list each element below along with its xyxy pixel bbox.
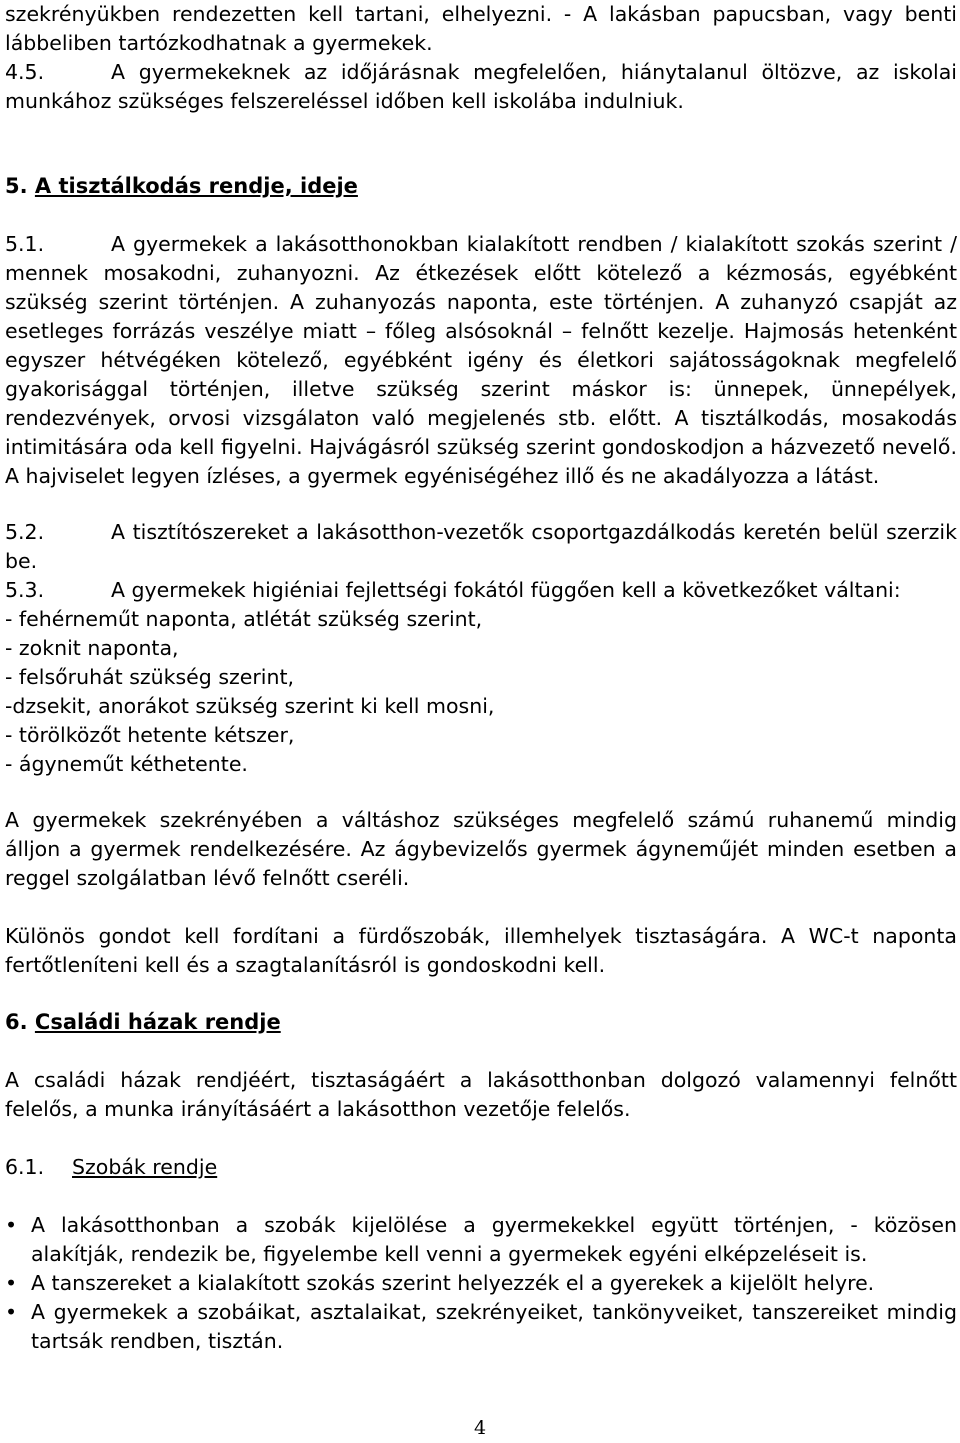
list-item: - ágyneműt kéthetente.: [5, 752, 248, 776]
bullet-text: A lakásotthonban a szobák kijelölése a gyermekekkel együtt történjen, - közösen alakítják, rendezik be, figyelembe kell venni a gyermekek egyéni elképzeléseit is.: [31, 1213, 957, 1266]
list-item: - törölközőt hetente kétszer,: [5, 723, 295, 747]
bullet-icon: •: [5, 1271, 18, 1295]
page-number: 4: [473, 1417, 487, 1439]
section-6-heading: [5, 1008, 281, 1037]
item-text: A gyermekek higiéniai fejlettségi fokától függően kell a következőket váltani:: [111, 578, 901, 602]
item-number: 5.1.: [5, 232, 45, 256]
list-item: -dzsekit, anorákot szükség szerint ki kell mosni,: [5, 694, 495, 718]
item-text: A gyermekeknek az időjárásnak megfelelően, hiánytalanul öltözve, az iskolai munkához szükséges felszereléssel időben kell iskolába indulniuk.: [5, 60, 957, 113]
item-5-2: [5, 518, 957, 576]
item-4-5: [5, 58, 957, 116]
list-item: - zoknit naponta,: [5, 636, 179, 660]
paragraph-bathroom: Különös gondot kell fordítani a fürdőszobák, illemhelyek tisztaságára. A WC-t naponta fertőtleníteni kell és a szagtalanításról is gondoskodni kell.: [5, 924, 957, 977]
item-number: 5.3.: [5, 578, 45, 602]
list-item: - felsőruhát szükség szerint,: [5, 665, 295, 689]
item-5-1: [5, 230, 957, 491]
bullet-icon: •: [5, 1213, 18, 1237]
list-item: - fehérneműt naponta, atlétát szükség szerint,: [5, 607, 483, 631]
paragraph-wardrobe: A gyermekek szekrényében a váltáshoz szükséges megfelelő számú ruhanemű mindig álljon a gyermek rendelkezésére. Az ágybevizelős gyermek ágyneműjét minden esetben a reggel szolgálatban lévő felnőtt cseréli.: [5, 808, 957, 890]
section-title: A tisztálkodás rendje, ideje: [34, 174, 358, 198]
paragraph-houses: A családi házak rendjéért, tisztaságáért a lakásotthonban dolgozó valamennyi felnőtt felelős, a munka irányításáért a lakásotthon vezetője felelős.: [5, 1068, 957, 1121]
item-text: A tisztítószereket a lakásotthon-vezetők csoportgazdálkodás keretén belül szerzik be.: [5, 520, 957, 573]
bullet-text: A tanszereket a kialakított szokás szerint helyezzék el a gyerekek a kijelölt helyre.: [31, 1271, 875, 1295]
section-5-heading: [5, 172, 358, 201]
section-title: Családi házak rendje: [34, 1010, 281, 1034]
item-text: A gyermekek a lakásotthonokban kialakított rendben / kialakított szokás szerint / mennek mosakodni, zuhanyozni. Az étkezések előtt kötelező a kézmosás, egyébként szükség szerint történjen. A zuhanyozás naponta, este történjen. A zuhanyzó csapját az esetleges forrázás veszélye miatt – főleg alsósoknál – felnőtt kezelje. Hajmosás hetenként egyszer hétvégéken kötelező, egyébként igény és életkori sajátosságoknak megfelelő gyakorisággal történjen, illetve szükség szerint máskor is: ünnepek, ünnepélyek, rendezvények, orvosi vizsgálaton való megjelenés stb. előtt. A tisztálkodás, mosakodás intimitására oda kell figyelni. Hajvágásról szükség szerint gondoskodjon a házvezető nevelő. A hajviselet legyen ízléses, a gyermek egyéniségéhez illő és ne akadályozza a látást.: [5, 232, 957, 488]
item-number: 4.5.: [5, 60, 45, 84]
subsection-number: 6.1.: [5, 1155, 45, 1179]
item-5-3: [5, 576, 957, 605]
section-number: 5.: [5, 174, 28, 198]
subsection-6-1-heading: [5, 1153, 217, 1182]
section-number: 6.: [5, 1010, 28, 1034]
bullet-text: A gyermekek a szobáikat, asztalaikat, szekrényeiket, tankönyveiket, tanszereiket mindig tartsák rendben, tisztán.: [31, 1300, 957, 1353]
bullet-icon: •: [5, 1300, 18, 1324]
item-number: 5.2.: [5, 520, 45, 544]
bullet-item: [5, 1211, 957, 1269]
bullet-item: [5, 1298, 957, 1356]
subsection-title: Szobák rendje: [72, 1155, 218, 1179]
intro-paragraph: szekrényükben rendezetten kell tartani, elhelyezni. - A lakásban papucsban, vagy benti lábbeliben tartózkodhatnak a gyermekek.: [5, 2, 957, 55]
bullet-item: [5, 1269, 957, 1298]
